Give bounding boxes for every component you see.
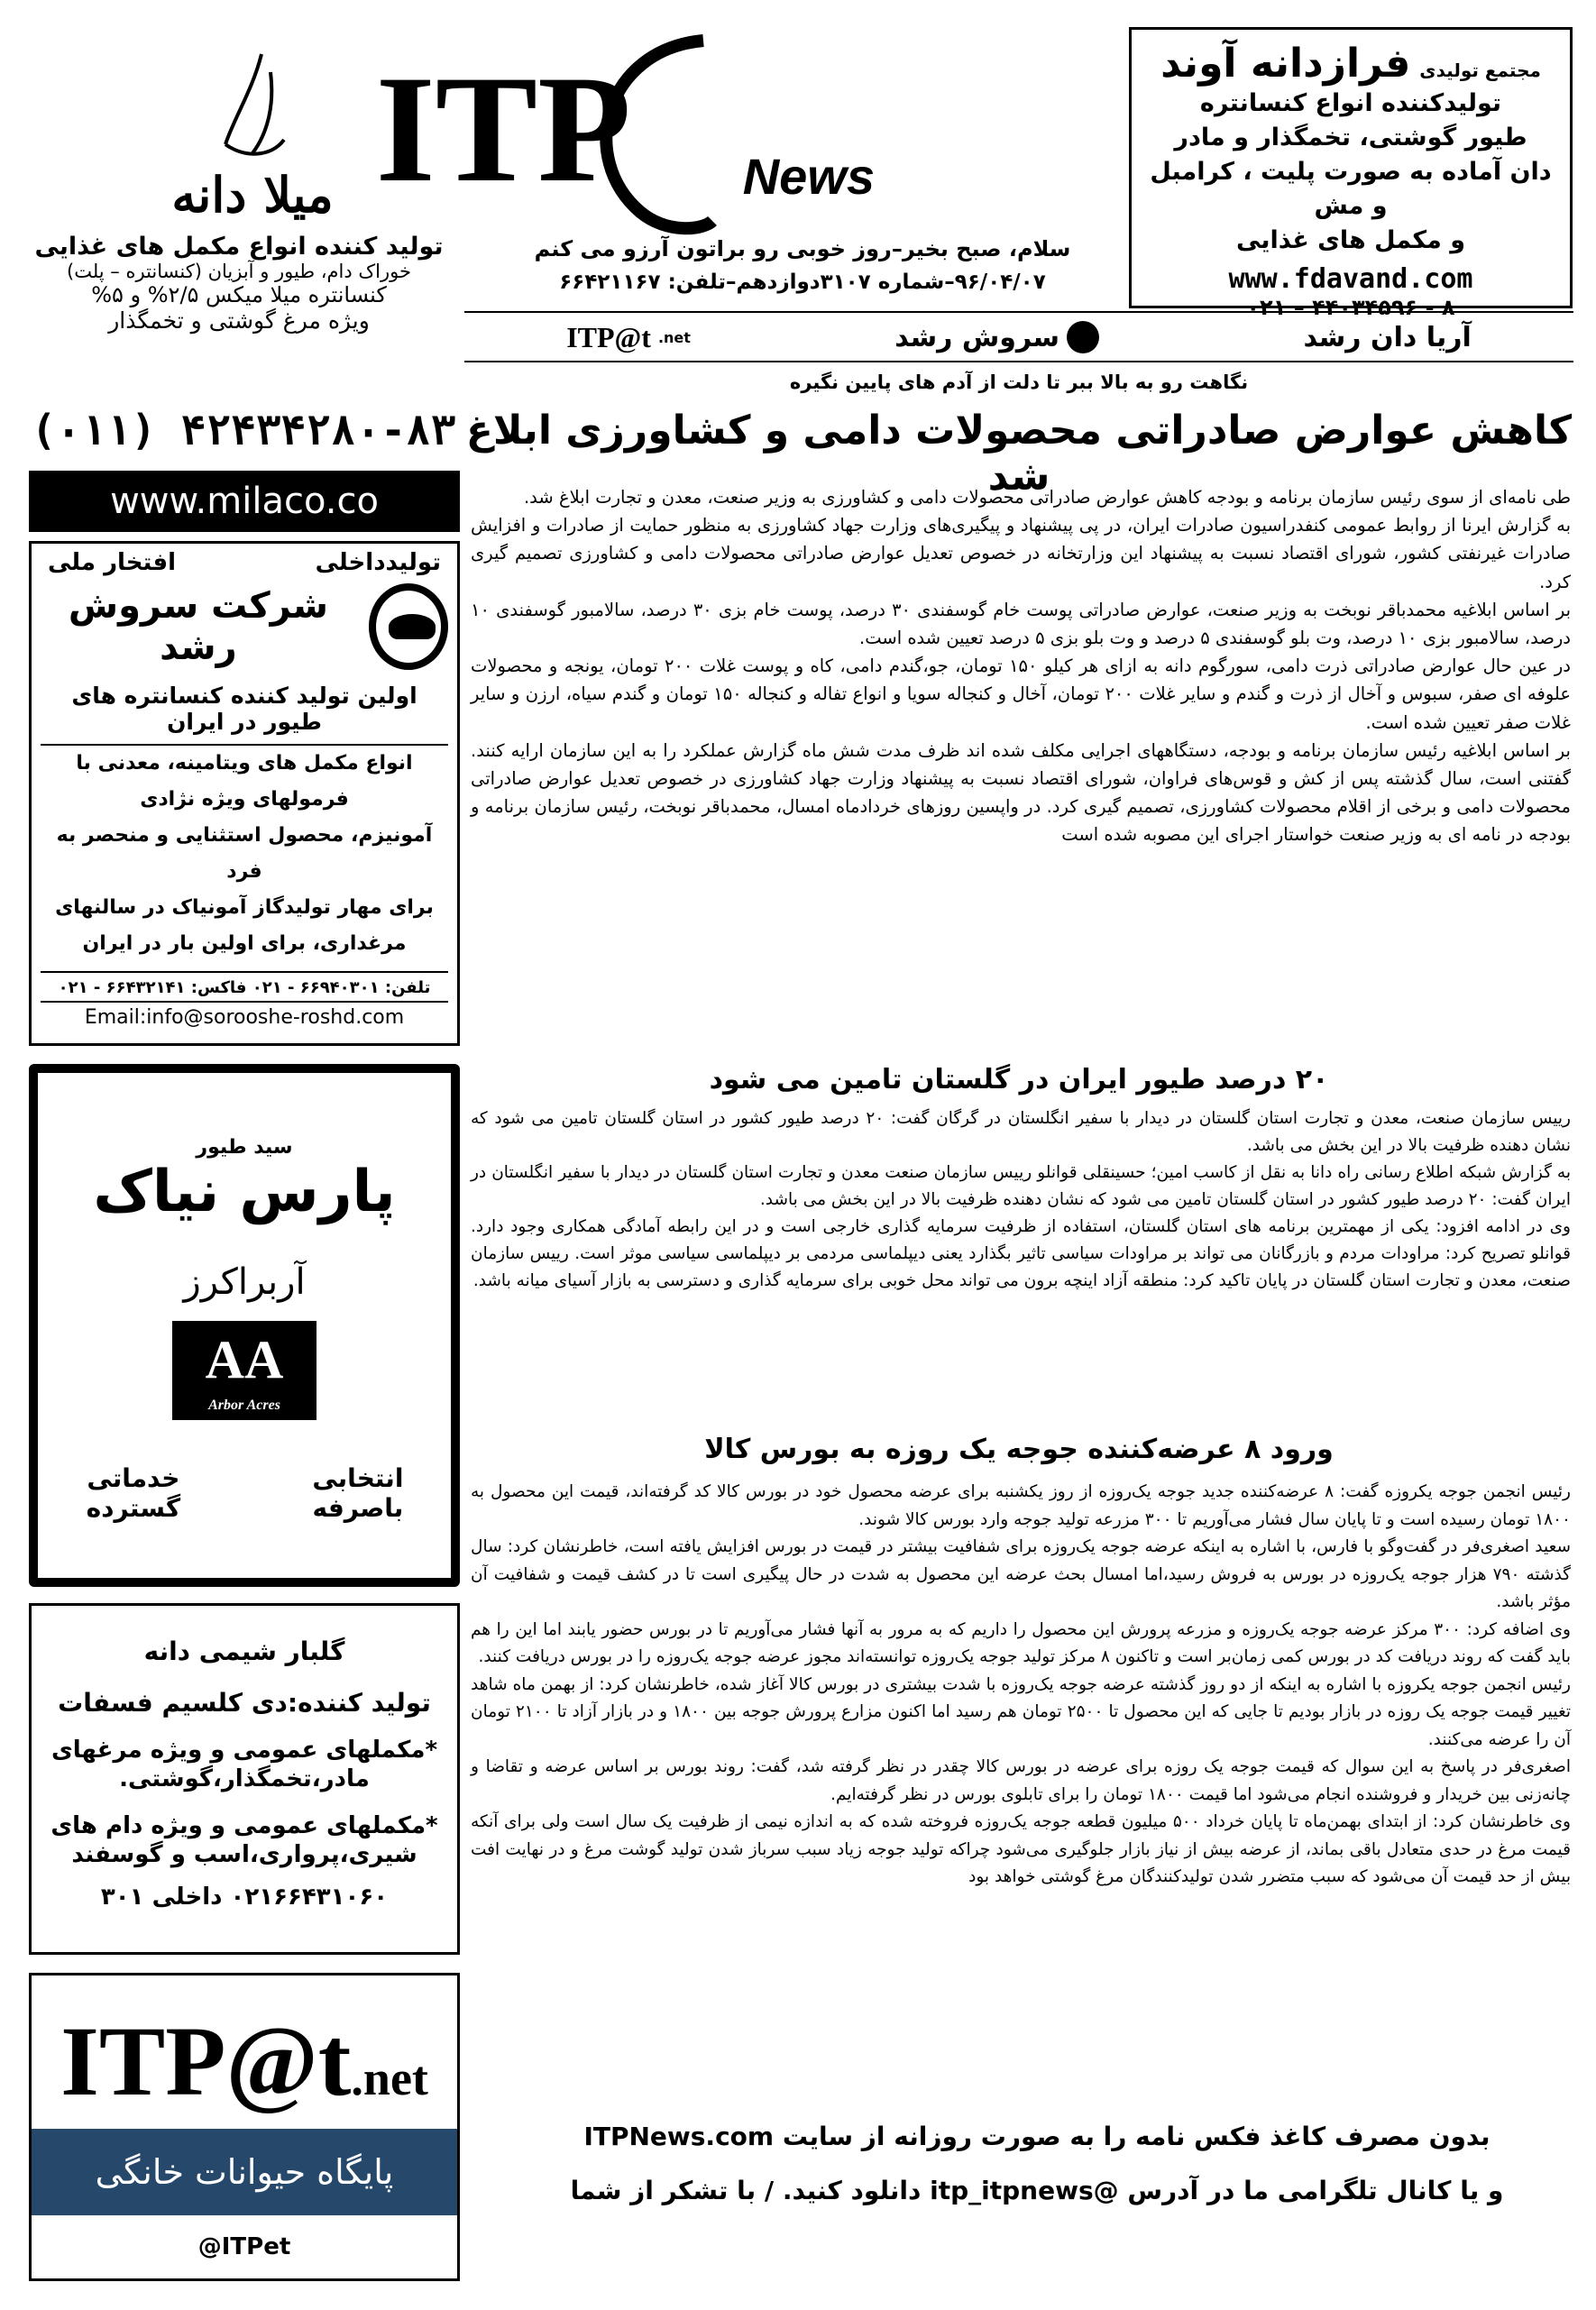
fdavand-line: طیور گوشتی، تخمگذار و مادر [1174,124,1527,151]
milaco-line: خوراک دام، طیور و آبزیان (کنسانتره – پلت) [67,261,411,282]
milaco-website[interactable]: www.milaco.co [29,471,460,532]
article-paragraph: به گزارش ایرنا از روابط عمومی کنفدراسیون صادرات ایران، در پی پیشنهاد و پیگیری‌های وزارت جهاد کشاورزی به منظور حمایت از صادرات و افزایش صادرات غیرنفتی کشور، شورای اقتصاد نسبت به پیشنهاد این وزارتخانه در خصوص تعدیل عوارض صادراتی محصولات دامی و کشاورزی تصمیم گیری کرد. [471,515,1571,592]
sorooshe-contact: تلفن: ۶۶۹۴۰۳۰۱ - ۰۲۱ فاکس: ۶۶۴۳۲۱۴۱ - ۰۲۱ [41,971,448,997]
fdavand-line: تولیدکننده انواع کنسانتره [1199,89,1502,117]
article-paragraph: وی خاطرنشان کرد: از ابتدای بهمن‌ماه تا پایان خرداد ۵۰۰ میلیون قطعه جوجه یک‌روزه فروخته شده که به اندازه نیمی از ظرفیت یک سال است ولی برای آنکه قیمت مرغ در حدی متعادل باقی بماند، از عرضه بیش از نیاز بازار جلوگیری می‌شود چراکه تولید جوجه زیاد سبب سرباز شدن تولید گوشت مرغ و در نهایت افت بیش از حد قیمت آن می‌شود که سبب متضرر شدن تولیدکنندگان مرغ گوشتی خواهد بود [471,1812,1571,1886]
article-paragraph: رییس سازمان صنعت، معدن و تجارت استان گلستان در دیدار با سفیر انگلستان در گرگان گفت: ۲۰ درصد طیور کشور در استان گلستان تامین می شود که نشان دهنده ظرفیت بالا در این بخش می باشد. [471,1109,1571,1155]
banner-soroush[interactable]: سروش رشد [894,321,1099,353]
article-paragraph: رئیس انجمن جوجه یکروزه گفت: ۸ عرضه‌کننده جدید جوجه یک‌روزه از روز یکشنبه برای عرضه محصول خود در بورس کالا کد گرفته‌اند، قیمت این محصول به ۱۸۰۰ تومان رسیده است و تا پایان سال فشار می‌آوریم تا ۳۰۰ مزرعه تولید جوجه وارد بورس کالا شوند. [471,1482,1571,1529]
footer-notice [505,2110,1569,2218]
banner-arya[interactable]: آریا دان رشد [1303,321,1472,353]
article-body [471,483,1571,849]
golbar-item: *مکملهای عمومی و ویژه دام های شیری،پرواری،اسب و گوسفند [50,1812,438,1868]
fdavand-phone: ۰۲۱ – ۴۴۰۳۴۵۹۶ - ۸ [1246,295,1455,320]
fdavand-line: دان آماده به صورت پلیت ، کرامبل و مش [1150,158,1552,220]
footer-line: و یا کانال تلگرامی ما در آدرس @itp_itpnews دانلود کنید. / با تشکر از شما [570,2176,1504,2205]
arbor-acres-logo: AA Arbor Acres [172,1321,316,1420]
golbar-name: گلبار شیمی دانه [143,1636,345,1666]
fdavand-ad [1129,27,1573,320]
article-paragraph: وی اضافه کرد: ۳۰۰ مرکز عرضه جوجه یک‌روزه و مزرعه پرورش این محصول را داریم که به مرور به آنها فشار می‌آوریم تا در بورس حضور یابند اما این را هم باید گفت که روند دریافت کد در بورس کمی زمان‌بر است و تاکنون ۸ مرکز تولید جوجه یک‌روزه توانسته‌اند مجوز عرضه جوجه یک‌روزه را در بورس دریافت کنند. [471,1619,1571,1666]
footer-line: بدون مصرف کاغذ فکس نامه را به صورت روزانه از سایت ITPNews.com [583,2122,1491,2151]
article-paragraph: بر اساس ابلاغیه رئیس سازمان برنامه و بودجه، دستگاههای اجرایی مکلف شده اند ظرف مدت شش ماه گزارش عملکرد را به این سازمان ارایه کنند. گفتنی است، سال گذشته پس از کش و قوس‌های فراوان، شورای اقتصاد نسبت به پیشنهاد وزارت جهاد کشاورزی در خصوص تعدیل عوارض صادراتی محصولات دامی و برخی از اقلام محصولات کشاورزی، تصمیم گیری کرد. در واپسین روزهای خردادماه امسال، محمدباقر نوبخت، رئیس سازمان برنامه و بودجه در نامه ای به وزیر صنعت خواستار اجرای این مصوبه شده است [471,739,1571,846]
milaco-ad-text [27,233,451,334]
fdavand-line: و مکمل های غذایی [1236,226,1465,254]
article-paragraph: بر اساس ابلاغیه محمدباقر نوبخت به وزیر صنعت، عوارض صادراتی پوست خام گوسفندی ۳۰ درصد، پوست خام بزی ۳۰ درصد، سالامبور گوسفندی ۱۰ درصد، سالامبور بزی ۱۰ درصد، وت بلو گوسفندی ۵ درصد و وت بلو بزی ۵ درصد تعیین شده است. [471,599,1572,649]
sorooshe-company: شرکت سروش رشد [68,585,328,668]
article-body [471,1479,1571,1892]
article-title[interactable]: ۲۰ درصد طیور ایران در گلستان تامین می شود [709,1064,1329,1095]
sorooshe-pride: افتخار ملی [48,549,177,576]
article-title[interactable]: کاهش عوارض صادراتی محصولات دامی و کشاورزی ابلاغ شد [465,408,1573,500]
news-logo-text: News [742,148,875,205]
sorooshe-domestic: تولیدداخلی [315,549,441,576]
itp-news-logo [375,23,1037,239]
sorooshe-line: مرغداری، برای اولین بار در ایران [82,932,407,955]
milaco-logo [117,45,388,234]
parsnia-slogan: خدماتی گسترده [86,1463,181,1523]
golbar-producer: تولید کننده:دی کلسیم فسفات [58,1688,431,1718]
parsnia-sub: سید طیور [196,1136,293,1159]
golbar-ad [29,1603,460,1955]
golbar-item: *مکملهای عمومی و ویژه مرغهای مادر،تخمگذار،گوشتی. [50,1737,438,1792]
arbor-acres-label: آربراکرز [183,1261,306,1303]
sorooshe-emblem-icon [369,583,448,670]
fdavand-prefix: مجتمع تولیدی [1419,60,1541,81]
itp-logo-text: ITP [375,44,631,214]
parsnia-ad [29,1064,460,1587]
itpet-handle[interactable]: @ITPet [197,2233,291,2260]
sorooshe-line: برای مهار تولیدگاز آمونیاک در سالنهای [55,896,434,919]
article-paragraph: طی نامه‌ای از سوی رئیس سازمان برنامه و بودجه کاهش عوارض صادراتی محصولات دامی و کشاورزی به وزیر صنعت، معدن و تجارت ابلاغ شد. [523,487,1571,508]
bird-icon [225,54,284,154]
article-paragraph: اصغری‌فر در پاسخ به این سوال که قیمت جوجه یک روزه برای عرضه در بورس کالا چقدر در نظر گرفته شد، گفت: روند بورس بر اساس عرضه و تقاضا و چانه‌زنی بین خریدار و فروشنده انجام می‌شود اما قیمت ۱۸۰۰ تومان را برای تابلوی بورس در نظر گرفته‌ایم. [471,1757,1571,1804]
article-paragraph: در عین حال عوارض صادراتی ذرت دامی، سورگوم دانه به ازای هر کیلو ۱۵۰ تومان، جو،گندم دامی، کاه و پوست غلات ۲۰۰ تومان، یونجه و محصولات علوفه ای صفر، سبوس و آخال از ذرت و گندم و سایر غلات ۲۰۰ تومان، آخال و کنجاله سویا و انواع تفاله و کنجاله ۱۵۰ تومان و گندم سیاه، ارزن و سایر غلات صفر تعیین شده است. [471,655,1571,733]
parsnia-slogan: انتخابی باصرفه [312,1463,404,1523]
article-paragraph: رئیس انجمن جوجه یکروزه با اشاره به اینکه از دو روز گذشته عرضه جوجه یک‌روزه با شدت بیشتری در بورس کالا آغاز شده، خاطرنشان کرد: از بهمن ماه شاهد تغییر قیمت جوجه یک روزه در بازار بودیم تا جایی که این محصول تا ۲۵۰۰ تومان هم رسید اما اکنون مزارع پرورش جوجه بین ۱۸۰۰ و در بازار آزاد تا ۲۱۰۰ تومان آن را عرضه می‌کنند. [471,1674,1572,1749]
sorooshe-tagline: اولین تولید کننده کنسانتره های طیور در ایران [41,683,448,746]
issue-line: ۹۶/۰۴/۰۷–شماره ۳۱۰۷دوازدهم–تلفن: ۶۶۴۲۱۱۶۷ [559,270,1046,294]
itpet-ad[interactable] [29,1973,460,2281]
sponsor-banner [464,314,1573,361]
milaco-logo-text: میلا دانه [171,166,334,224]
sorooshe-line: انواع مکمل های ویتامینه، معدنی با فرمولهای ویژه نژادی [76,752,413,811]
banner-divider-top [464,311,1573,313]
soroush-emblem-icon [1067,321,1099,353]
article-title[interactable]: ورود ۸ عرضه‌کننده جوجه یک روزه به بورس کالا [704,1434,1334,1465]
milaco-line: کنسانتره میلا میکس ۲/۵% و ۵% [91,282,387,307]
milaco-phone: (۰۱۱) ۴۲۴۳۴۲۸۰-۸۳ [31,406,456,454]
article-paragraph: سعید اصغری‌فر در گفت‌وگو با فارس، با اشاره به اینکه عرضه جوجه یک‌روزه برای شفافیت بیشتر در قیمت در بورس افزایش یافته است، خاطرنشان کرد: سال گذشته ۷۹۰ هزار جوجه یک‌روزه در بورس به فروش رسید،اما امسال بحث عرضه این محصول به شدت در حال پیگیری است تا در کشف قیمت و شفافیت آن مؤثر باشد. [471,1537,1571,1611]
sorooshe-line: آمونیزم، محصول استثنایی و منحصر به فرد [56,824,433,883]
parsnia-logo: پارس نیاک [93,1159,396,1225]
article-paragraph: به گزارش شبکه اطلاع رسانی راه دانا به نقل از کاسب امین؛ حسینقلی قوانلو رییس سازمان صنعت معدن و تجارت استان گلستان در دیدار با سفیر انگلستان در ایران گفت: ۲۰ درصد طیور کشور در استان گلستان تامین می شود که نشان دهنده ظرفیت بالا در این بخش می باشد. [471,1163,1571,1209]
greeting-line: سلام، صبح بخیر–روز خوبی رو براتون آرزو می کنم [534,236,1071,261]
fdavand-name: فرازدانه آوند [1160,41,1411,87]
milaco-line: تولید کننده انواع مکمل های غذایی [34,233,444,261]
banner-itpet[interactable]: ITP@t .net [566,320,691,353]
sorooshe-email[interactable]: Email:info@sorooshe-roshd.com [41,1001,448,1029]
milaco-line: ویژه مرغ گوشتی و تخمگذار [108,307,370,334]
daily-quote: نگاهت رو به بالا ببر تا دلت از آدم های پایین نگیره [789,371,1249,393]
banner-divider-bottom [464,361,1573,362]
article-paragraph: وی در ادامه افزود: یکی از مهمترین برنامه های استان گلستان، استفاده از ظرفیت سرمایه گذاری خارجی است و در این رابطه آمادگی همکاری وجود دارد. قوانلو تصریح کرد: مراودات مردم و بازرگانان می تواند بر مراودات سیاسی تاثیر بگذارد یعنی دیپلماسی مردمی بر دیپلماسی سیاسی موثر است. رییس سازمان صنعت، معدن و تجارت استان گلستان در پایان تاکید کرد: منطقه آزاد اینچه برون می تواند محل خوبی برای سرمایه گذاری و دسترسی به بازار آسیای میانه باشد. [471,1217,1571,1290]
article-body [471,1105,1571,1295]
itpet-tagline: پایگاه حیوانات خانگی [32,2129,457,2215]
fdavand-website[interactable]: www.fdavand.com [1228,263,1473,295]
sorooshe-ad [29,541,460,1046]
itpet-logo: ITP@t.net [60,2006,428,2116]
golbar-phone: ۰۲۱۶۶۴۳۱۰۶۰ داخلی ۳۰۱ [100,1884,389,1911]
